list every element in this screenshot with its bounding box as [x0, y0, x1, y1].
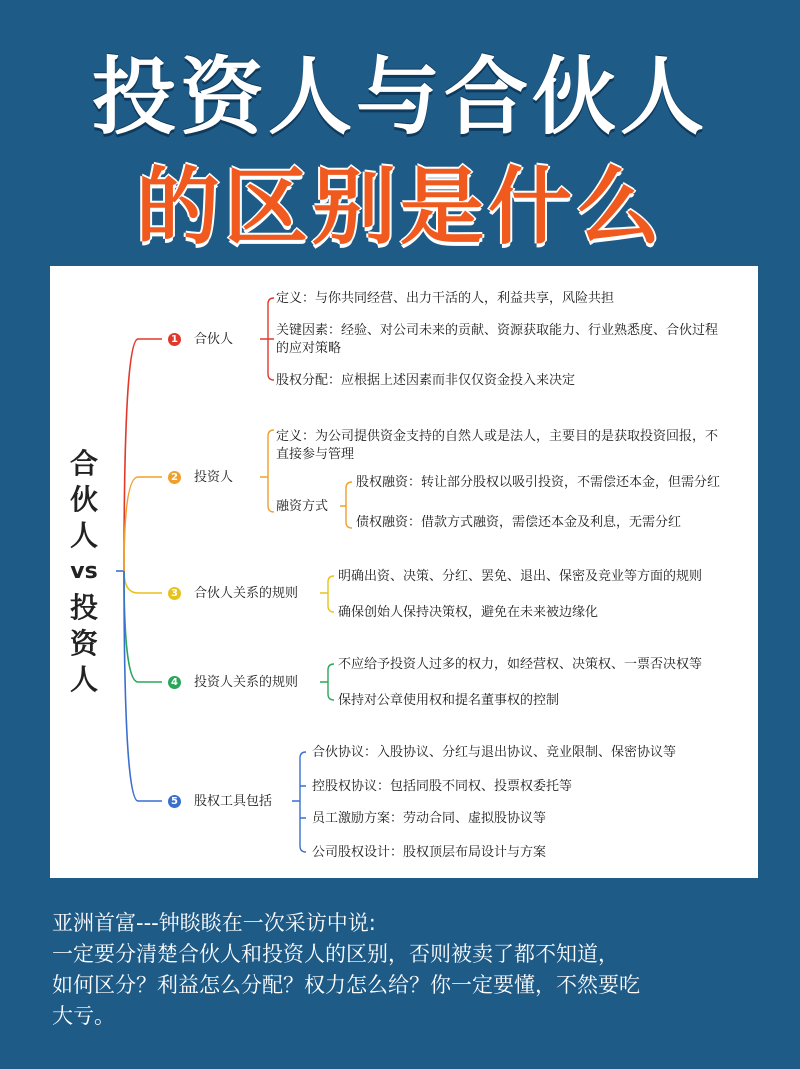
- branch-2-sub-item: 股权融资：转让部分股权以吸引投资，不需偿还本金，但需分红: [356, 475, 721, 490]
- branch-4-label: 投资人关系的规则: [194, 675, 299, 690]
- branch-4-number-badge: 4: [168, 676, 181, 689]
- branch-1-item: 股权分配：应根据上述因素而非仅仅资金投入来决定: [276, 373, 576, 388]
- root-char: 合: [69, 447, 98, 480]
- branch-4-item: 不应给予投资人过多的权力，如经营权、决策权、一票否决权等: [338, 657, 703, 672]
- footer-line: 一定要分清楚合伙人和投资人的区别，否则被卖了都不知道，: [52, 942, 619, 966]
- branch-2-number-badge: 2: [168, 471, 181, 484]
- root-char: 资: [69, 627, 98, 660]
- branch-3-number-badge: 3: [168, 587, 181, 600]
- title-line-2: 的区别是什么: [135, 158, 664, 256]
- branch-1-item: 关键因素：经验、对公司未来的贡献、资源获取能力、行业熟悉度、合伙过程: [276, 323, 719, 338]
- branch-2-item: 定义：为公司提供资金支持的自然人或是法人，主要目的是获取投资回报，不: [276, 429, 719, 444]
- branch-3-item: 明确出资、决策、分红、罢免、退出、保密及竞业等方面的规则: [338, 569, 703, 584]
- footer-line: 如何区分？利益怎么分配？权力怎么给？你一定要懂，不然要吃: [52, 973, 640, 997]
- root-char: 人: [69, 663, 98, 696]
- branch-1-item: 的应对策略: [276, 341, 342, 356]
- mindmap-card: [50, 266, 758, 878]
- branch-4-item: 保持对公章使用权和提名董事权的控制: [338, 693, 560, 708]
- branch-5-item: 公司股权设计：股权顶层布局设计与方案: [312, 845, 547, 860]
- root-node: [62, 446, 106, 698]
- root-char: 伙: [69, 483, 98, 516]
- root-char: 投: [69, 591, 98, 624]
- branch-1-item: 定义：与你共同经营、出力干活的人，利益共享，风险共担: [276, 291, 615, 306]
- branch-2-item: 直接参与管理: [276, 447, 355, 462]
- branch-2-label: 投资人: [194, 470, 234, 485]
- branch-2-sub-label: 融资方式: [276, 499, 329, 514]
- root-vs: vs: [70, 559, 98, 584]
- root-char: 人: [69, 519, 98, 552]
- branch-5-item: 合伙协议：入股协议、分红与退出协议、竞业限制、保密协议等: [312, 745, 677, 760]
- branch-5-item: 控股权协议：包括同股不同权、投票权委托等: [312, 779, 573, 794]
- branch-5-number-badge: 5: [168, 795, 181, 808]
- branch-1-number-badge: 1: [168, 333, 181, 346]
- branch-1-label: 合伙人: [194, 332, 234, 347]
- footer-line: 大亏。: [52, 1004, 115, 1028]
- branch-2-sub-item: 债权融资：借款方式融资，需偿还本金及利息，无需分红: [356, 515, 682, 530]
- footer-line: 亚洲首富---钟睒睒在一次采访中说:: [52, 911, 376, 935]
- footer-text: [52, 908, 772, 1032]
- title-line-1: 投资人与合伙人: [91, 48, 708, 146]
- branch-3-item: 确保创始人保持决策权，避免在未来被边缘化: [338, 605, 599, 620]
- branch-5-label: 股权工具包括: [194, 794, 273, 809]
- branch-3-label: 合伙人关系的规则: [194, 586, 299, 601]
- branch-5-item: 员工激励方案：劳动合同、虚拟股协议等: [312, 811, 547, 826]
